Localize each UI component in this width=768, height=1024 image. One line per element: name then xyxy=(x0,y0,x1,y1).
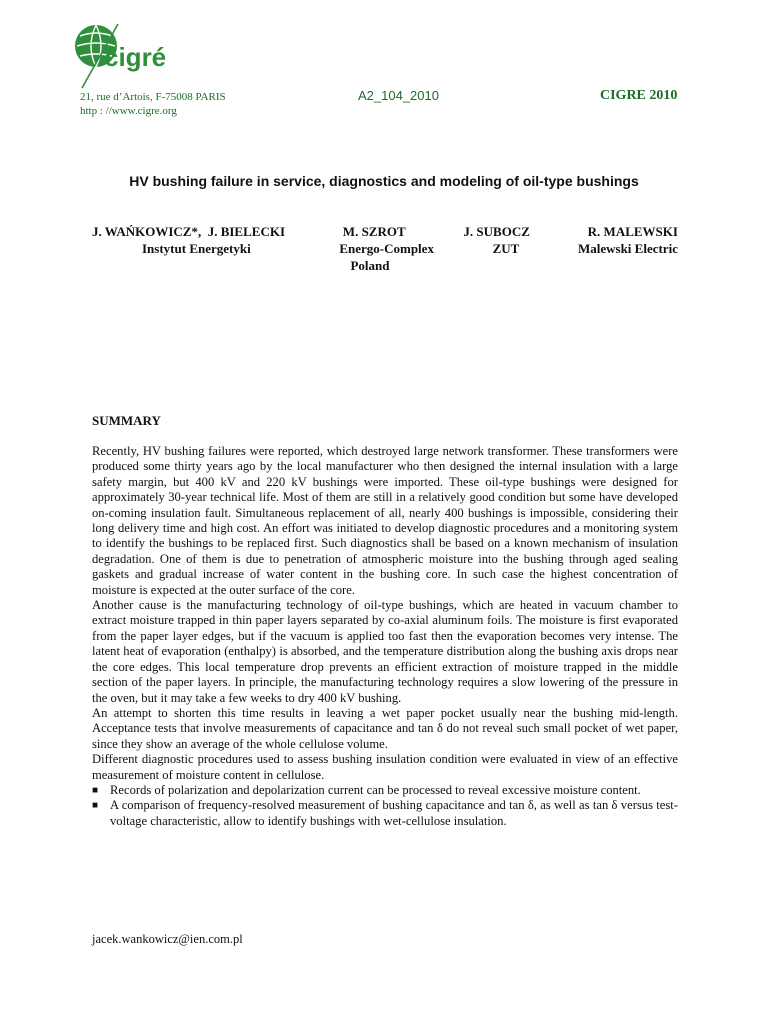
corresponding-email[interactable]: jacek.wankowicz@ien.com.pl xyxy=(92,932,243,946)
paragraph: An attempt to shorten this time results in leaving a wet paper pocket usually near the bushing mid-length. Acceptance tests that involve measurements of capacitance and tan δ do not reveal such small pocket of wet paper, since they show an average of the whole cellulose volume. xyxy=(92,705,678,751)
document-id: A2_104_2010 xyxy=(358,88,439,103)
affiliation: Malewski Electric xyxy=(577,241,678,256)
bullet-icon: ■ xyxy=(92,800,99,812)
affiliation: Instytut Energetyki xyxy=(142,241,251,256)
affiliation: Energo-Complex xyxy=(339,241,434,256)
list-item xyxy=(92,798,678,829)
cigre-logo xyxy=(72,22,184,92)
paragraph: Different diagnostic procedures used to assess bushing insulation condition were evaluated in view of an effective measurement of moisture content in cellulose. xyxy=(92,752,678,782)
country: Poland xyxy=(350,258,390,273)
summary-body xyxy=(92,444,678,829)
address-line: 21, rue d’Artois, F-75008 PARIS xyxy=(80,91,226,103)
summary-heading: SUMMARY xyxy=(92,413,161,428)
conference-label: CIGRE 2010 xyxy=(600,88,678,103)
paper-title: HV bushing failure in service, diagnostics and modeling of oil-type bushings xyxy=(129,173,639,189)
list-item xyxy=(92,783,678,798)
author-name: R. MALEWSKI xyxy=(587,224,678,239)
author-name: M. SZROT xyxy=(342,224,406,239)
affiliations-row xyxy=(92,240,678,257)
paragraph: Recently, HV bushing failures were reported, which destroyed large network transformer. These transformers were produced some thirty years ago by the local manufacturer who then designed the internal insulation with a large safety margin, but 400 kV and 220 kV bushings were imported. These oil-type bushings were designed for approximately 30-year technical life. Most of them are still in a relatively good condition but some have developed on-coming insulation fault. Simultaneous replacement of all, nearly 400 bushings is impossible, considering their long delivery time and high cost. An effort was initiated to develop diagnostic procedures and a monitoring system to identify the bushings to be replaced first. Such diagnostics shall be based on a known mechanism of insulation degradation. One of them is due to penetration of atmospheric moisture into the bushing through aged sealing gaskets and gradual increase of water content in the bushing core. In such case the highest concentration of moisture is expected at the outer surface of the core. xyxy=(92,444,678,597)
author-name: J. BIELECKI xyxy=(207,224,286,239)
author-block xyxy=(92,223,678,274)
url-line[interactable]: http : //www.cigre.org xyxy=(80,105,177,117)
bullet-list xyxy=(92,783,678,829)
bullet-icon: ■ xyxy=(92,784,99,796)
paragraph: Another cause is the manufacturing technology of oil-type bushings, which are heated in vacuum chamber to extract moisture trapped in thin paper layers separated by co-axial aluminum foils. The moisture is first evaporated from the paper layer edges, but if the vacuum is applied too fast then the evaporation becomes very intense. The latent heat of evaporation (enthalpy) is absorbed, and the temperature distribution along the bushing axis drops near the core edges. This local temperature drop prevents an efficient extraction of moisture trapped in the middle section of the paper layers. In principle, the manufacturing technology requires a slow lowering of the pressure in the oven, but it may take a few weeks to dry 400 kV bushing. xyxy=(92,598,678,705)
list-item-text: A comparison of frequency-resolved measurement of bushing capacitance and tan δ, as well as tan δ versus test-voltage characteristic, allow to identify bushings with wet-cellulose insulation. xyxy=(110,798,678,828)
author-names-row xyxy=(92,223,678,240)
author-name: J. WAŃKOWICZ*, xyxy=(92,224,202,239)
affiliation: ZUT xyxy=(492,241,520,256)
list-item-text: Records of polarization and depolarization current can be processed to reveal excessive moisture content. xyxy=(110,782,641,797)
address-block xyxy=(80,90,226,118)
author-name: J. SUBOCZ xyxy=(463,224,530,239)
logo-text: cigré xyxy=(104,42,167,72)
